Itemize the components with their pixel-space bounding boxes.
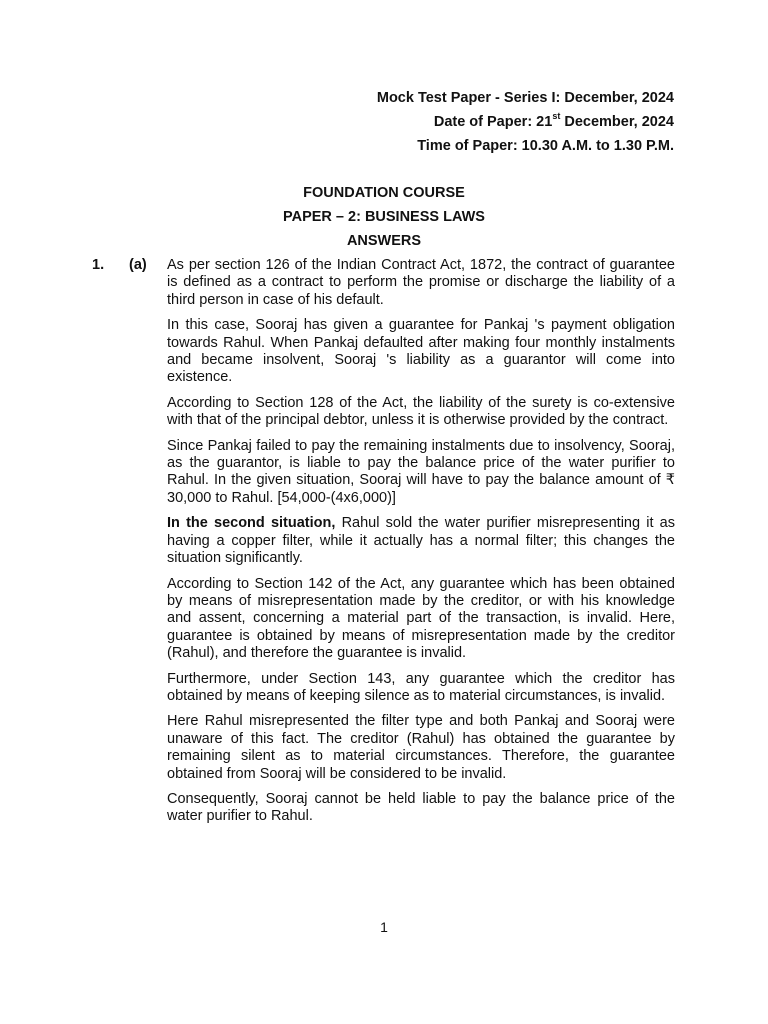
answer-body — [167, 257, 675, 834]
answer-paragraph: Furthermore, under Section 143, any guarantee which the creditor has obtained by means of keeping silence as to material circumstances, is invalid. — [167, 670, 675, 704]
answer-paragraph-second-situation — [167, 515, 675, 567]
paper-title — [0, 181, 768, 253]
date-prefix: Date of Paper: 21 — [433, 114, 553, 130]
answers-heading: ANSWERS — [346, 233, 422, 249]
answer-paragraph: According to Section 142 of the Act, any guarantee which has been obtained by means of misrepresentation made by the creditor, or with his knowledge and assent, concerning a material part of the transaction, is invalid. Here, guarantee is obtained by means of misrepresentation made by the creditor (Rahul), and therefore the guarantee is invalid. — [167, 575, 675, 662]
answer-paragraph: Consequently, Sooraj cannot be held liable to pay the balance price of the water purifier to Rahul. — [167, 790, 675, 825]
paper-name: PAPER – 2: BUSINESS LAWS — [283, 209, 485, 225]
question-number: 1. — [92, 257, 105, 273]
answer-paragraph: Since Pankaj failed to pay the remaining instalments due to insolvency, Sooraj, as the guarantor, is liable to pay the balance price of the water purifier to Rahul. In the given situation, Sooraj will have to pay the balance amount of ₹ 30,000 to Rahul. [54,000-(4x6,000)] — [167, 437, 675, 506]
answer-paragraph: As per section 126 of the Indian Contract Act, 1872, the contract of guarantee is defined as a contract to perform the promise or discharge the liability of a third person in case of his default. — [167, 257, 675, 308]
time-line: Time of Paper: 10.30 A.M. to 1.30 P.M. — [417, 138, 674, 154]
answer-paragraph: In this case, Sooraj has given a guarantee for Pankaj 's payment obligation towards Rahul. When Pankaj defaulted after making four monthly instalments and became insolvent, Sooraj 's liability as a guarantor will come into existence. — [167, 317, 675, 386]
question-part: (a) — [129, 257, 147, 273]
answer-paragraph: According to Section 128 of the Act, the liability of the surety is co-extensive with that of the principal debtor, unless it is otherwise provided by the contract. — [167, 394, 675, 429]
answer-paragraph: Here Rahul misrepresented the filter type and both Pankaj and Sooraj were unaware of this fact. The creditor (Rahul) has obtained the guarantee by remaining silent as to material circumstances. Therefore, the guarantee obtained from Sooraj will be considered to be invalid. — [167, 713, 675, 782]
second-situation-text: Rahul sold the water purifier misrepresenting it as having a copper filter, while it actually has a normal filter; this changes the situation significantly. — [167, 515, 675, 567]
paper-header — [377, 86, 674, 158]
page-number: 1 — [380, 919, 388, 935]
series-line: Mock Test Paper - Series I: December, 2024 — [376, 90, 674, 106]
second-situation-label: In the second situation, — [167, 515, 336, 532]
date-superscript: st — [552, 111, 561, 122]
date-line — [377, 110, 674, 134]
course-title: FOUNDATION COURSE — [303, 185, 465, 201]
date-suffix: December, 2024 — [560, 114, 674, 130]
